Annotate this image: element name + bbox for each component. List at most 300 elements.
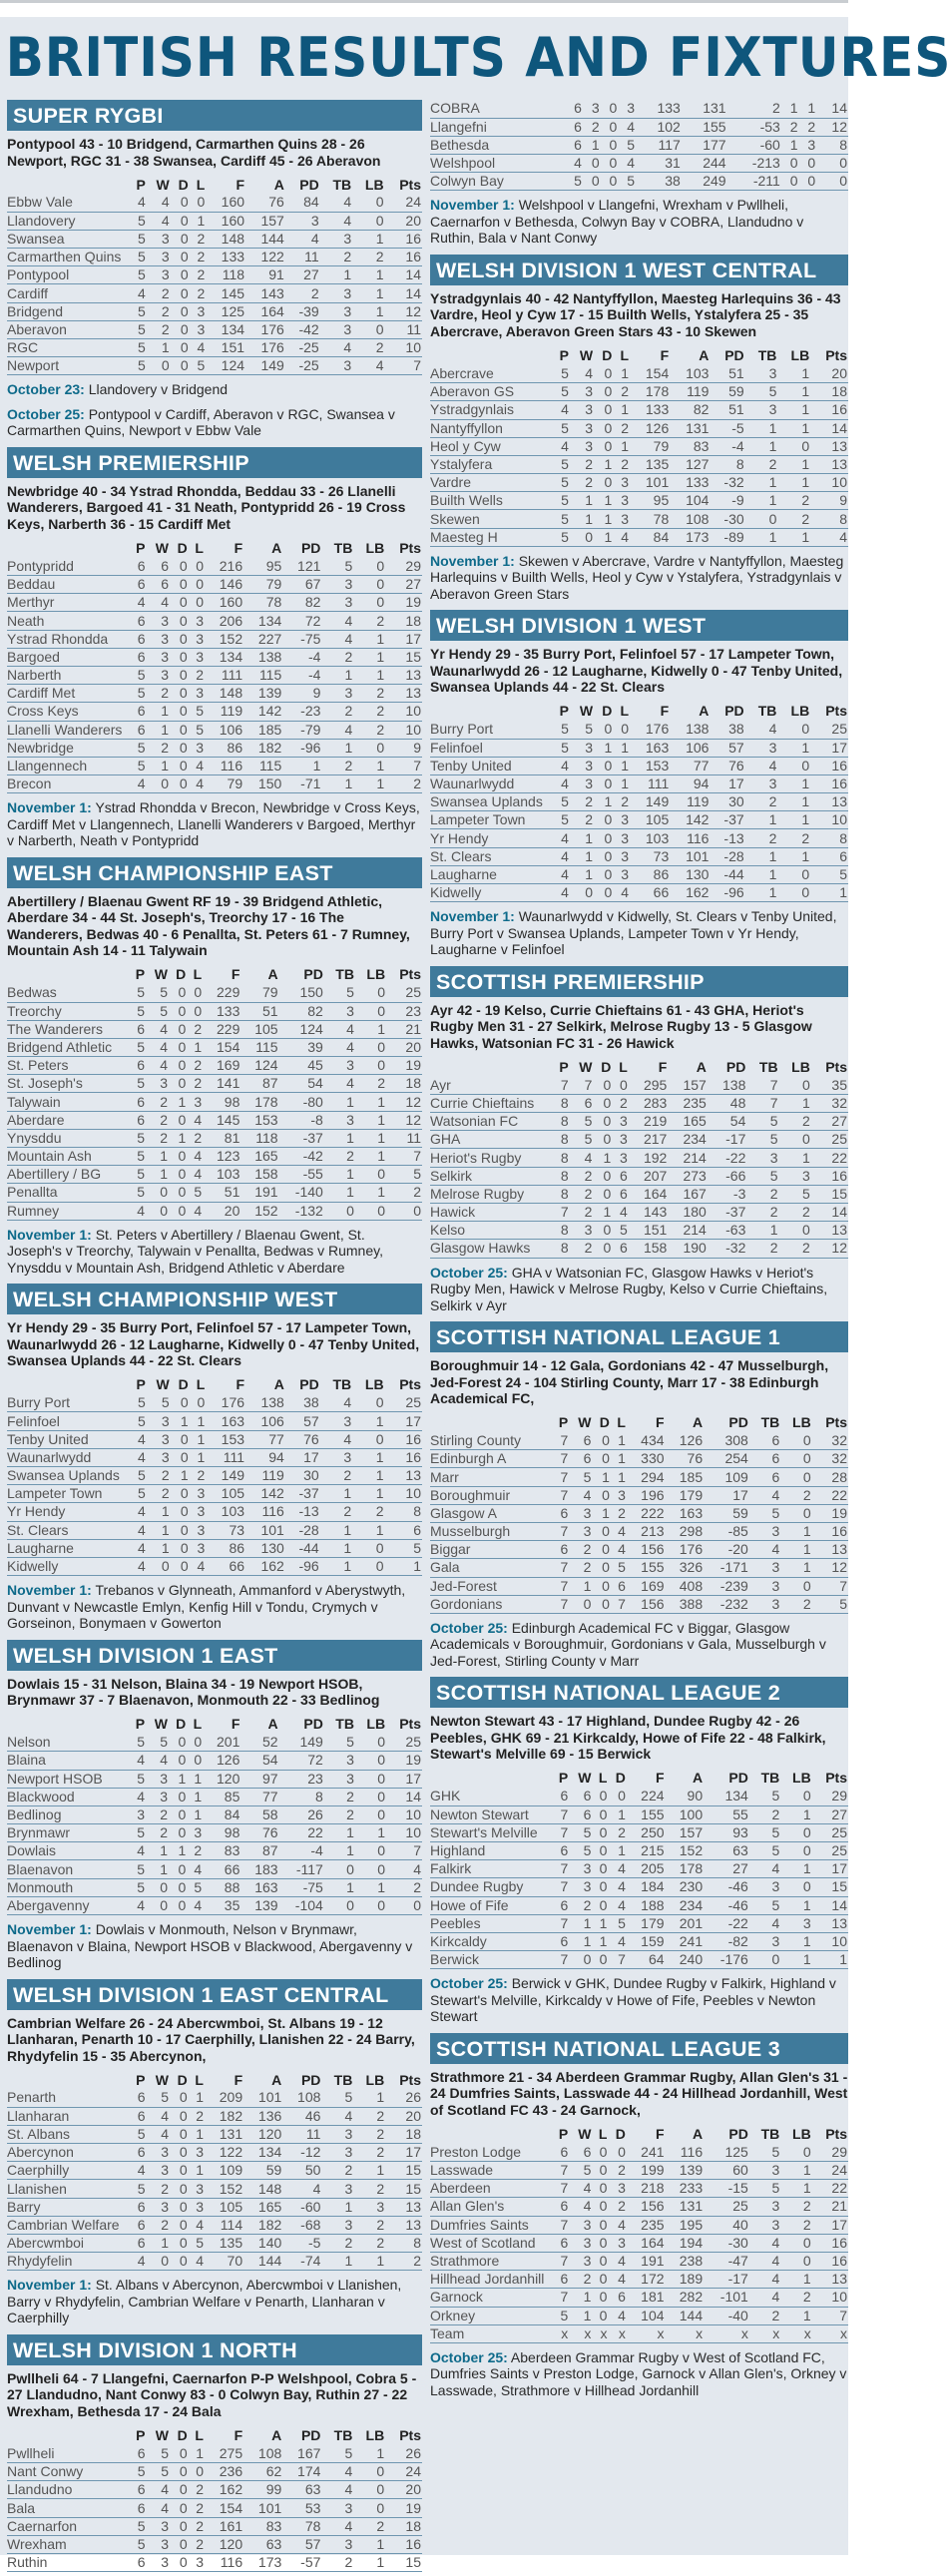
stat-cell: 94: [245, 1448, 285, 1466]
stat-cell: 25: [812, 1842, 848, 1860]
stat-cell: 1: [146, 1166, 169, 1184]
table-row: [7, 2216, 422, 2234]
stat-cell: 90: [666, 1788, 705, 1805]
stat-cell: 1: [779, 1149, 811, 1167]
table-body: [430, 2143, 848, 2342]
column-header-a: A: [699, 346, 710, 363]
stat-cell: 6: [749, 1468, 780, 1486]
fixture-list: Aberdeen Grammar Rugby v West of Scotland FC, Dumfries Saints v Preston Lodge, Garnock v Allan Glen's, Orkney v Lasswade, Strathmore v Hillhead Jordanhill: [430, 2348, 847, 2398]
stat-cell: 1: [353, 2444, 385, 2462]
fixtures-text: [7, 1921, 422, 1971]
stat-cell: 0: [353, 2463, 385, 2481]
stat-cell: 148: [243, 2180, 282, 2198]
stat-cell: 12: [386, 1093, 422, 1111]
table-row: [7, 266, 422, 284]
stat-cell: 1: [187, 1805, 203, 1823]
column-header-pd: PD: [725, 1058, 746, 1075]
stat-cell: 111: [205, 667, 243, 685]
stat-cell: 0: [780, 1823, 811, 1841]
stat-cell: 2: [781, 118, 799, 136]
stat-cell: 0: [608, 2143, 626, 2161]
stat-cell: 1: [320, 1521, 352, 1539]
stat-cell: 0: [593, 1076, 612, 1094]
team-column-header: [7, 2425, 129, 2444]
stat-cell: 2: [780, 2216, 811, 2234]
stat-cell: 3: [320, 302, 352, 320]
stat-cell: 1: [777, 364, 810, 382]
stat-cell: 116: [666, 2143, 705, 2161]
stat-cell: 2: [147, 2180, 170, 2198]
stat-cell: 3: [570, 1222, 594, 1240]
stat-cell: 6: [552, 2143, 569, 2161]
stat-cell: 84: [203, 1805, 240, 1823]
stat-cell: 76: [245, 194, 285, 212]
stat-cell: 1: [812, 1951, 848, 1969]
stat-cell: 4: [147, 2125, 170, 2143]
stat-cell: 99: [243, 2481, 282, 2499]
stat-cell: 1: [570, 847, 594, 865]
stat-cell: 17: [810, 739, 848, 757]
stat-cell: 5: [129, 685, 147, 703]
table-row: [7, 2499, 422, 2517]
stat-cell: 95: [243, 557, 282, 575]
column-header-f: F: [231, 966, 240, 983]
stat-cell: 32: [811, 1094, 848, 1112]
stat-cell: 155: [682, 118, 727, 136]
stat-cell: 0: [170, 2463, 189, 2481]
fixture-date: November 1:: [430, 197, 515, 214]
column-header-d: D: [177, 539, 188, 556]
stat-cell: 72: [282, 612, 321, 630]
stat-cell: 9: [385, 739, 422, 757]
column-header-lb: LB: [365, 2071, 385, 2088]
stat-cell: 5: [552, 2307, 569, 2324]
stat-cell: 5: [129, 1734, 146, 1752]
stat-cell: -232: [704, 1595, 749, 1613]
stat-cell: 1: [171, 1467, 190, 1485]
table-row: [7, 1394, 422, 1412]
column-header-w: W: [579, 1058, 593, 1075]
column-header-a: A: [273, 1376, 284, 1393]
team-name: GHK: [430, 1788, 552, 1805]
stat-cell: 139: [243, 685, 282, 703]
stat-cell: 25: [386, 984, 422, 1002]
stat-cell: 1: [593, 1204, 612, 1222]
stat-cell: 4: [570, 364, 594, 382]
team-name: Blackwood: [7, 1788, 129, 1805]
stat-cell: 163: [630, 739, 670, 757]
table-row: [430, 401, 848, 419]
stat-cell: 1: [320, 1539, 352, 1557]
stat-cell: 5: [618, 136, 636, 154]
stat-cell: 5: [129, 266, 147, 284]
stat-cell: 3: [569, 2252, 592, 2270]
stat-cell: 1: [320, 266, 352, 284]
stat-cell: 7: [552, 2289, 569, 2307]
fixture-list: Welshpool v Llangefni, Wrexham v Pwllheli, Caernarfon v Bethesda, Colwyn Bay v COBRA, Llandudno v Ruthin, Bala v Nant Conwy: [430, 197, 804, 247]
stat-cell: 155: [627, 1559, 666, 1577]
stat-cell: 4: [129, 1896, 146, 1914]
stat-cell: 6: [569, 1788, 592, 1805]
column-header-f: F: [655, 1414, 665, 1431]
stat-cell: 5: [129, 1824, 146, 1842]
stat-cell: 7: [746, 1076, 778, 1094]
team-name: Newport: [7, 357, 129, 375]
table-row: [430, 1559, 848, 1577]
stat-cell: -13: [710, 829, 744, 847]
column-header-tb: TB: [757, 703, 777, 720]
stat-cell: 5: [324, 1734, 355, 1752]
column-header-f: F: [236, 176, 245, 193]
team-name: Orkney: [430, 2307, 552, 2324]
fixture-date: October 25:: [430, 1975, 508, 1992]
stat-cell: 3: [613, 865, 630, 883]
stat-cell: 6: [552, 1788, 569, 1805]
results-text: Abertillery / Blaenau Gwent RF 19 - 39 Bridgend Athletic, Aberdare 34 - 44 St. Joseph's, Treorchy 17 - 16 The Wanderers, Bedwas 40 - 6 Penallta, St. Peters 61 - 7 Rumney, Mountain Ash 14 - 11 Talywain: [7, 892, 410, 959]
stat-cell: 3: [320, 1448, 352, 1466]
stat-cell: 2: [570, 1204, 594, 1222]
stat-cell: 78: [630, 510, 670, 528]
stat-cell: 184: [627, 1878, 666, 1896]
stat-cell: 2: [613, 455, 630, 473]
stat-cell: 7: [746, 1094, 778, 1112]
stat-cell: 4: [146, 1020, 169, 1038]
stat-cell: 163: [206, 1412, 245, 1430]
stat-cell: 5: [129, 2180, 147, 2198]
league-section-scottish-premiership: [430, 966, 848, 1313]
stat-cell: 4: [613, 884, 630, 902]
column-header-pts: Pts: [825, 1414, 847, 1431]
stat-cell: 0: [592, 2216, 608, 2234]
results-text: Ayr 42 - 19 Kelso, Currie Chieftains 61 - 43 GHA, Heriot's Rugby Men 31 - 27 Selkirk, Melrose Rugby 13 - 5 Glasgow Hawks, Watsonian FC 31 - 26 Hawick: [430, 1001, 812, 1051]
table-row: [7, 2554, 422, 2572]
stat-cell: -53: [727, 118, 781, 136]
column-header-w: W: [155, 2071, 169, 2088]
team-name: Builth Wells: [430, 492, 552, 510]
table-row: [430, 1486, 848, 1504]
stat-cell: 0: [780, 1842, 811, 1860]
team-name: Waunarlwydd: [7, 1448, 129, 1466]
stat-cell: 6: [552, 2271, 569, 2289]
stat-cell: 149: [245, 357, 285, 375]
stat-cell: 143: [245, 284, 285, 302]
team-name: Newbridge: [7, 739, 129, 757]
stat-cell: 2: [777, 510, 810, 528]
stat-cell: 4: [285, 230, 320, 248]
stat-cell: 0: [324, 1860, 355, 1878]
stat-cell: 5: [129, 1148, 146, 1166]
stat-cell: 8: [552, 1094, 570, 1112]
stat-cell: 4: [608, 2271, 626, 2289]
stat-cell: 24: [812, 2162, 848, 2180]
column-header-pts: Pts: [399, 539, 421, 556]
stat-cell: 0: [355, 1842, 386, 1860]
stat-cell: 4: [147, 194, 171, 212]
team-name: Treorchy: [7, 1002, 129, 1020]
column-header-lb: LB: [792, 1414, 811, 1431]
stat-cell: 7: [552, 1914, 569, 1932]
stat-cell: 3: [189, 648, 205, 666]
stat-cell: 6: [129, 557, 147, 575]
column-header-l: L: [620, 346, 630, 363]
stat-cell: 126: [666, 1432, 705, 1450]
stat-cell: 3: [190, 1485, 207, 1503]
stat-cell: 0: [779, 1222, 811, 1240]
stat-cell: 2: [746, 1240, 778, 1258]
stat-cell: 139: [666, 2162, 705, 2180]
team-name: Colwyn Bay: [430, 173, 565, 191]
stat-cell: 158: [240, 1166, 278, 1184]
stat-cell: 109: [704, 1468, 749, 1486]
team-column-header: [7, 1715, 129, 1734]
stat-cell: 6: [552, 1541, 569, 1559]
standings-table: [430, 1057, 848, 1258]
stat-cell: 4: [810, 528, 848, 546]
stat-cell: 6: [569, 2143, 592, 2161]
table-row: [430, 1577, 848, 1595]
stat-cell: 2: [147, 320, 171, 338]
stat-cell: 4: [129, 1521, 147, 1539]
stat-cell: 1: [780, 1541, 811, 1559]
stat-cell: 0: [592, 1486, 610, 1504]
column-header-f: F: [660, 346, 670, 363]
fixture-list: Trebanos v Glynneath, Ammanford v Aberystwyth, Dunvant v Newcastle Emlyn, Kenfig Hill v Tondu, Crymych v Gorseinon, Bonymaen v Gowerton: [7, 1582, 406, 1632]
results-page: [0, 17, 951, 2571]
stat-cell: 5: [129, 302, 147, 320]
stat-cell: 215: [627, 1842, 666, 1860]
stat-cell: 119: [245, 1467, 285, 1485]
table-row: [7, 194, 422, 212]
stat-cell: 0: [147, 1557, 171, 1575]
team-name: Beddau: [7, 576, 129, 594]
stat-cell: 4: [189, 757, 205, 774]
stat-cell: 19: [386, 1752, 422, 1770]
table-header: [7, 175, 422, 194]
stat-cell: 14: [816, 100, 848, 118]
table-header: [430, 1413, 848, 1432]
stat-cell: 3: [749, 2198, 780, 2216]
stat-cell: 17: [812, 1860, 848, 1878]
stat-cell: 133: [670, 474, 710, 492]
header-row: [430, 2124, 848, 2143]
team-name: Llanharan: [7, 2107, 129, 2125]
stat-cell: 117: [636, 136, 682, 154]
table-row: [430, 1240, 848, 1258]
team-name: Blaenavon: [7, 1860, 129, 1878]
stat-cell: 0: [780, 2143, 811, 2161]
stat-cell: 101: [670, 847, 710, 865]
stat-cell: 0: [799, 173, 817, 191]
table-row: [430, 757, 848, 774]
stat-cell: 6: [565, 136, 583, 154]
stat-cell: 135: [630, 455, 670, 473]
stat-cell: 0: [780, 2252, 811, 2270]
stat-cell: 0: [189, 557, 205, 575]
stat-cell: 4: [129, 2253, 147, 2271]
stat-cell: 156: [627, 2198, 666, 2216]
stat-cell: 5: [129, 1075, 146, 1093]
stat-cell: 0: [170, 667, 189, 685]
stat-cell: 0: [779, 1076, 811, 1094]
team-name: Maesteg H: [430, 528, 552, 546]
stat-cell: 51: [240, 1002, 278, 1020]
stat-cell: 5: [129, 1467, 147, 1485]
team-name: Cambrian Welfare: [7, 2216, 129, 2234]
stat-cell: 3: [147, 2162, 170, 2180]
stat-cell: 0: [170, 2554, 189, 2572]
team-name: Falkirk: [430, 1860, 552, 1878]
stat-cell: 1: [611, 1432, 627, 1450]
stat-cell: 104: [627, 2307, 666, 2324]
fixture-date: November 1:: [430, 908, 515, 925]
stat-cell: 0: [594, 865, 613, 883]
stat-cell: 0: [170, 648, 189, 666]
stat-cell: 1: [594, 492, 613, 510]
stat-cell: 2: [189, 2107, 205, 2125]
column-header-pts: Pts: [399, 176, 421, 193]
stat-cell: 5: [147, 2444, 170, 2462]
column-header-w: W: [156, 1376, 170, 1393]
stat-cell: 244: [682, 155, 727, 173]
stat-cell: 8: [810, 829, 848, 847]
stat-cell: 2: [353, 2235, 385, 2253]
table-row: [7, 1770, 422, 1788]
stat-cell: 182: [205, 2107, 243, 2125]
stat-cell: 0: [601, 155, 619, 173]
stat-cell: 3: [324, 1111, 355, 1129]
stat-cell: -37: [285, 1485, 320, 1503]
stat-cell: 4: [552, 774, 570, 792]
team-name: Mountain Ash: [7, 1148, 129, 1166]
stat-cell: 0: [569, 1595, 592, 1613]
column-header-p: P: [135, 1716, 146, 1733]
stat-cell: 133: [636, 100, 682, 118]
stat-cell: 8: [810, 510, 848, 528]
stat-cell: 0: [592, 2271, 608, 2289]
fixture-date: November 1:: [7, 799, 92, 816]
stat-cell: 3: [749, 2216, 780, 2234]
stat-cell: 4: [618, 118, 636, 136]
stat-cell: -4: [282, 667, 321, 685]
stat-cell: 0: [187, 1002, 203, 1020]
stat-cell: 15: [385, 2180, 422, 2198]
table-row: [7, 1805, 422, 1823]
fixtures-text: [430, 553, 848, 603]
stat-cell: 66: [630, 884, 670, 902]
stat-cell: 4: [129, 2162, 147, 2180]
stat-cell: 3: [745, 401, 778, 419]
stat-cell: 165: [668, 1113, 708, 1131]
stat-cell: 4: [187, 1148, 203, 1166]
column-header-pd: PD: [300, 2426, 321, 2443]
stat-cell: 3: [320, 357, 352, 375]
table-row: [7, 648, 422, 666]
stat-cell: 119: [670, 793, 710, 811]
stat-cell: 4: [749, 2234, 780, 2252]
stat-cell: 108: [282, 2089, 321, 2107]
stat-cell: 0: [592, 1896, 608, 1914]
stat-cell: 0: [355, 1896, 386, 1914]
stat-cell: -42: [279, 1148, 324, 1166]
stat-cell: 2: [570, 811, 594, 829]
stat-cell: 5: [570, 721, 594, 739]
stat-cell: 3: [608, 2234, 626, 2252]
stat-cell: 2: [608, 2162, 626, 2180]
stat-cell: 0: [592, 2180, 608, 2198]
table-row: [430, 437, 848, 455]
table-row: [430, 865, 848, 883]
stat-cell: 3: [569, 1878, 592, 1896]
table-body: [7, 2089, 422, 2271]
stat-cell: 2: [146, 1093, 169, 1111]
stat-cell: 22: [812, 2180, 848, 2198]
stat-cell: 1: [746, 1222, 778, 1240]
stat-cell: 3: [147, 266, 171, 284]
header-row: [7, 1715, 422, 1734]
column-header-d: D: [599, 1414, 610, 1431]
stat-cell: 13: [810, 455, 848, 473]
stat-cell: 163: [240, 1878, 278, 1896]
stat-cell: 4: [611, 1541, 627, 1559]
stat-cell: 4: [189, 775, 205, 793]
stat-cell: 1: [777, 383, 810, 401]
stat-cell: 53: [282, 2499, 321, 2517]
table-row: [7, 2253, 422, 2271]
stat-cell: 5: [552, 510, 570, 528]
stat-cell: 106: [205, 721, 243, 739]
stat-cell: 5: [129, 2535, 147, 2553]
stat-cell: 17: [710, 774, 744, 792]
stat-cell: 82: [279, 1002, 324, 1020]
stat-cell: 4: [324, 1038, 355, 1056]
stat-cell: -32: [708, 1240, 747, 1258]
stat-cell: 0: [592, 2307, 608, 2324]
column-header-f: F: [231, 1716, 240, 1733]
stat-cell: 214: [668, 1149, 708, 1167]
stat-cell: 138: [245, 1394, 285, 1412]
team-name: Aberavon GS: [430, 383, 552, 401]
stat-cell: 164: [629, 1185, 669, 1203]
standings-table: [7, 965, 422, 1221]
column-header-p: P: [559, 346, 569, 363]
stat-cell: 17: [386, 1770, 422, 1788]
stat-cell: 0: [169, 1075, 187, 1093]
stat-cell: 5: [146, 1002, 169, 1020]
stat-cell: 145: [206, 284, 245, 302]
stat-cell: 0: [189, 594, 205, 612]
stat-cell: 5: [147, 2463, 170, 2481]
stat-cell: 16: [810, 774, 848, 792]
stat-cell: 2: [321, 2554, 353, 2572]
stat-cell: 1: [745, 419, 778, 437]
stat-cell: 2: [570, 455, 594, 473]
stat-cell: 1: [777, 811, 810, 829]
stat-cell: -22: [708, 1149, 747, 1167]
stat-cell: 0: [170, 594, 189, 612]
stat-cell: 5: [552, 383, 570, 401]
stat-cell: 0: [355, 1770, 386, 1788]
stat-cell: 3: [187, 1093, 203, 1111]
stat-cell: 78: [243, 594, 282, 612]
stat-cell: 308: [704, 1432, 749, 1450]
stat-cell: 28: [812, 1468, 848, 1486]
table-row: [7, 1148, 422, 1166]
fixture-list: Berwick v GHK, Dundee Rugby v Falkirk, Highland v Stewart's Melville, Kirkcaldy v Howe of Fife, Peebles v Newton Stewart: [430, 1975, 836, 2025]
stat-cell: 4: [189, 2253, 205, 2271]
table-row: [7, 1896, 422, 1914]
stat-cell: 0: [593, 1113, 612, 1131]
column-header-lb: LB: [792, 1770, 811, 1787]
